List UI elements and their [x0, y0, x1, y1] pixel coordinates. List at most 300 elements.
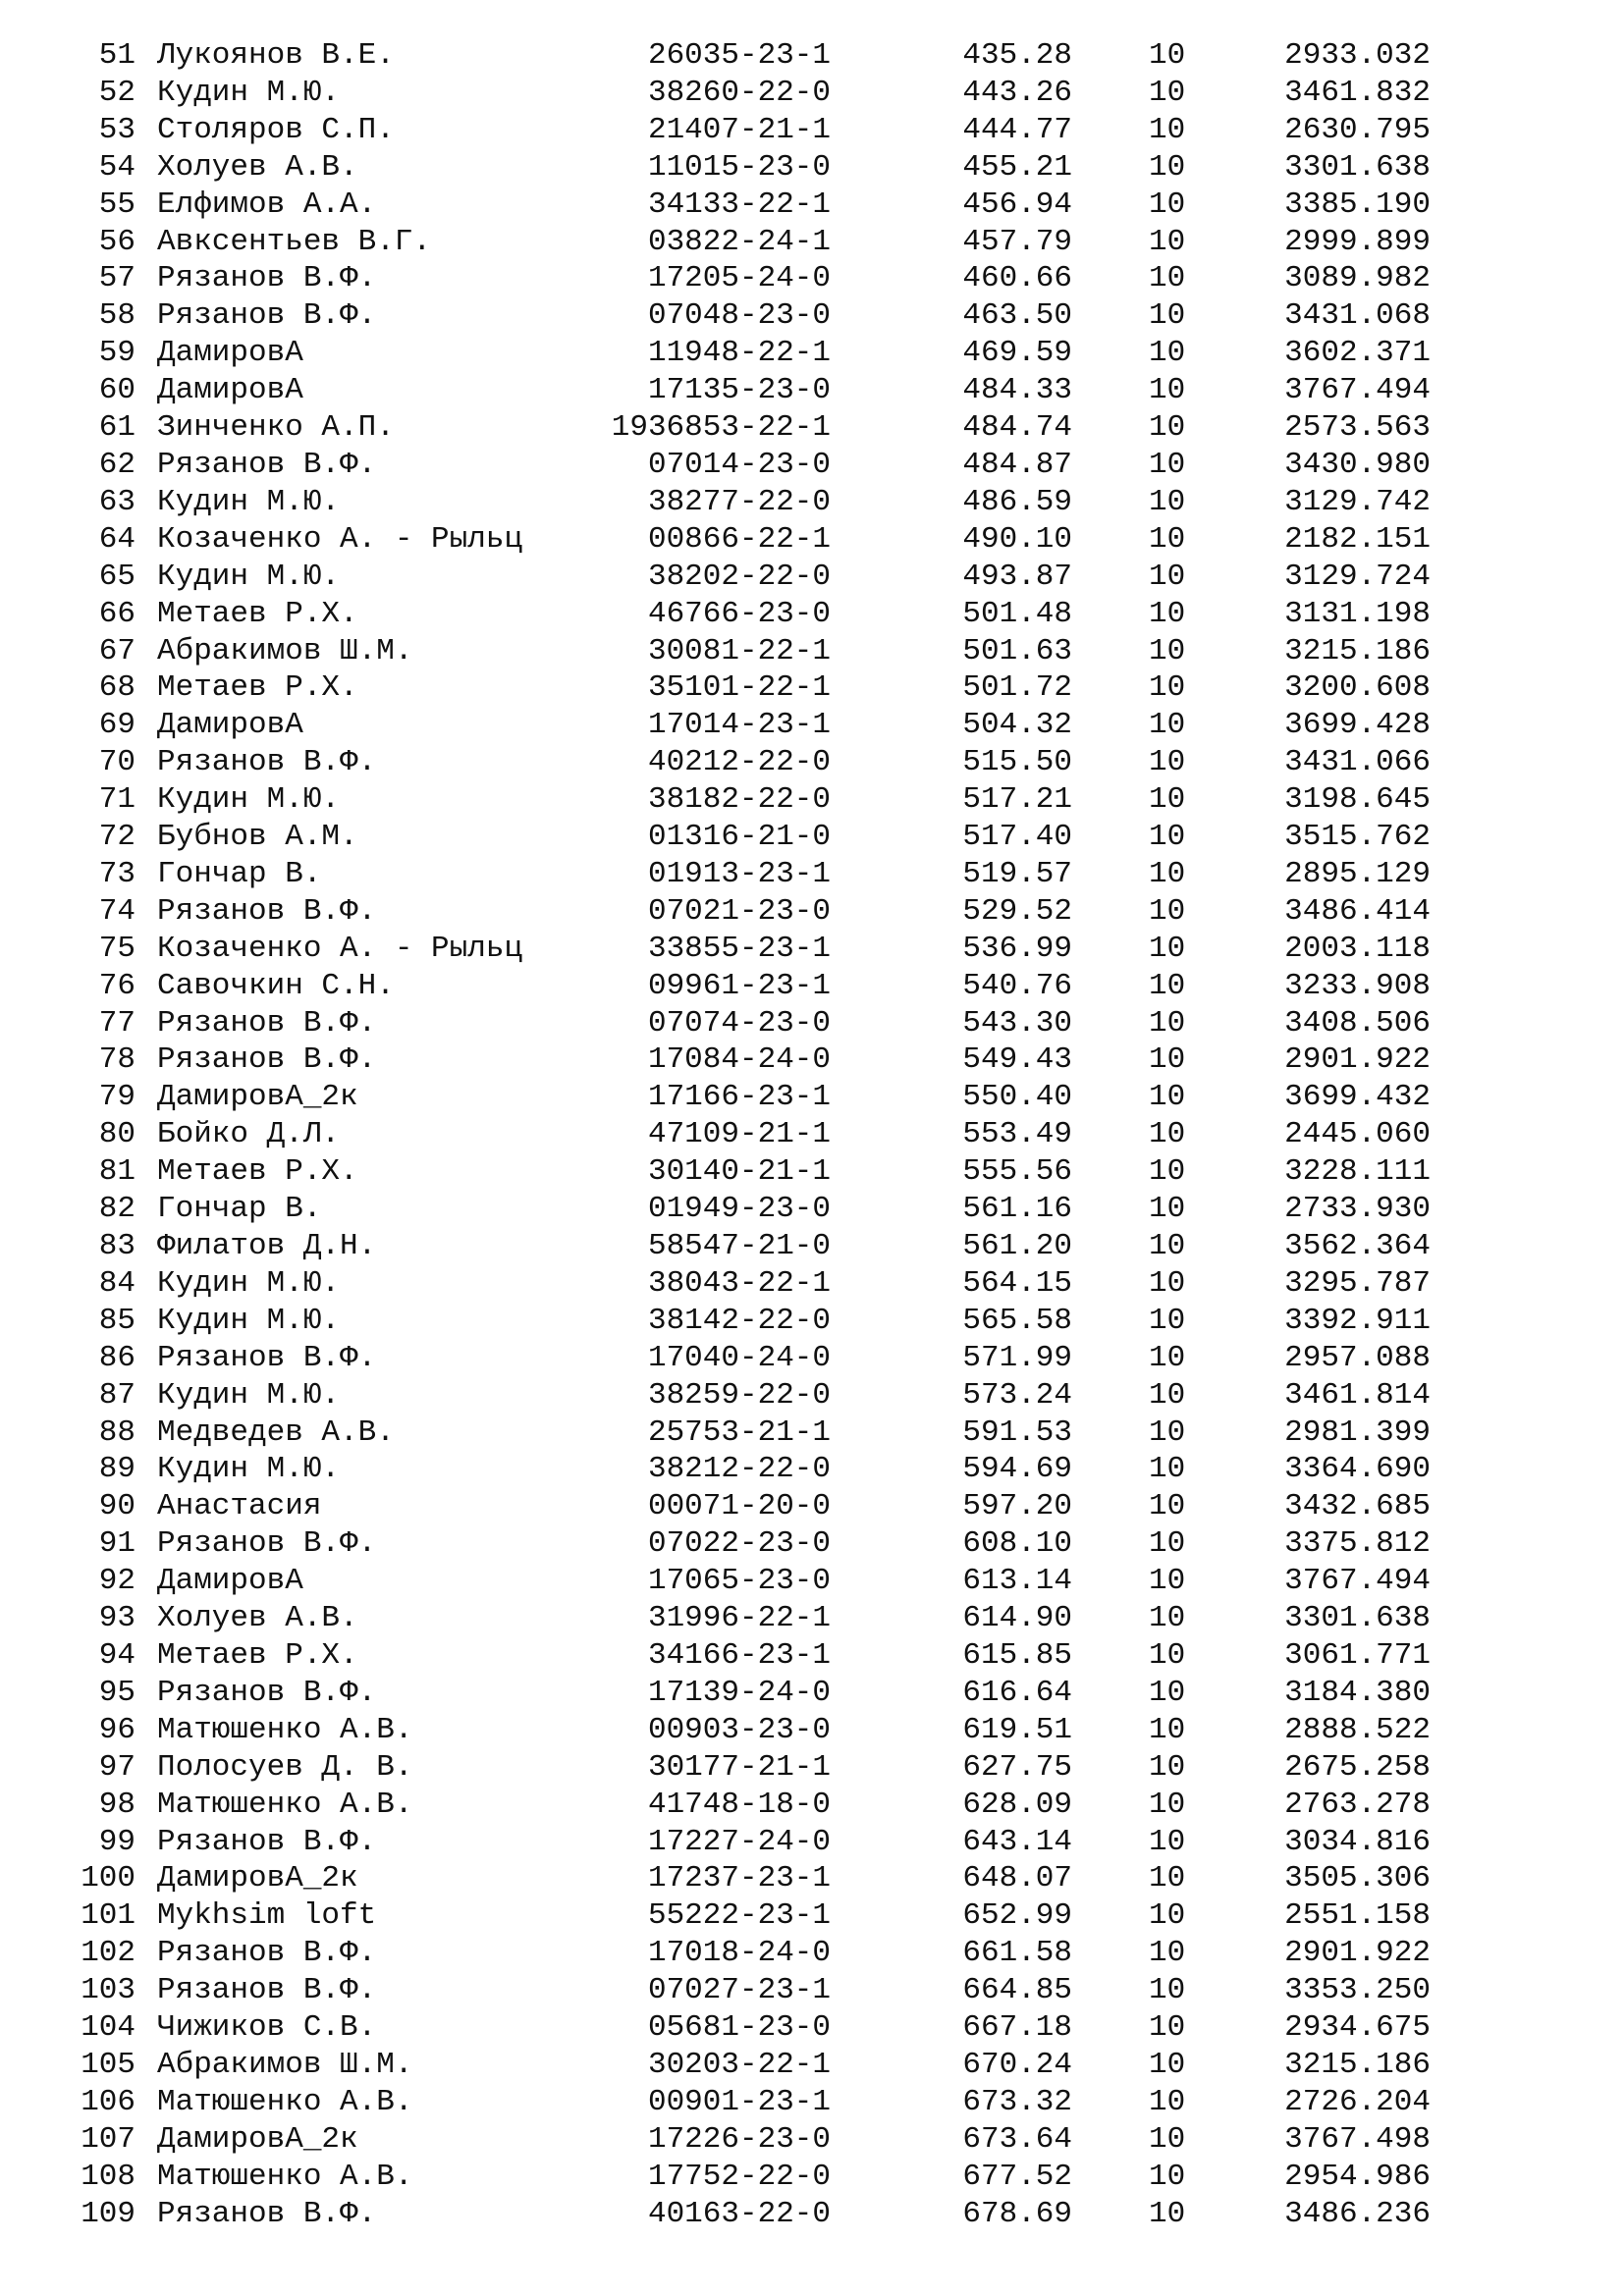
result-value: 561.16	[962, 1192, 1072, 1227]
count-value: 10	[1149, 447, 1186, 482]
count-value: 10	[1149, 1377, 1186, 1413]
table-row	[0, 1675, 1624, 1712]
table-row	[0, 2159, 1624, 2196]
count-value: 10	[1149, 782, 1186, 818]
entry-code: 00901-23-1	[647, 2084, 831, 2119]
table-row	[0, 409, 1624, 447]
row-number: 56	[98, 224, 135, 259]
result-value: 517.21	[962, 782, 1072, 818]
entry-code: 47109-21-1	[647, 1117, 831, 1152]
total-value: 2726.204	[1284, 2084, 1431, 2119]
table-row	[0, 856, 1624, 893]
count-value: 10	[1149, 1526, 1186, 1562]
result-value: 484.33	[962, 373, 1072, 408]
entry-code: 17752-22-0	[647, 2159, 831, 2194]
row-number: 103	[81, 1973, 135, 2008]
row-number: 55	[98, 187, 135, 222]
total-value: 3486.236	[1284, 2196, 1431, 2231]
result-value: 670.24	[962, 2047, 1072, 2082]
table-row	[0, 968, 1624, 1005]
entry-code: 46766-23-0	[647, 596, 831, 631]
total-value: 3353.250	[1284, 1973, 1431, 2008]
result-value: 484.87	[962, 447, 1072, 482]
count-value: 10	[1149, 149, 1186, 185]
table-row	[0, 2009, 1624, 2047]
entry-code: 30203-22-1	[647, 2047, 831, 2082]
total-value: 3301.638	[1284, 1601, 1431, 1636]
table-row	[0, 1600, 1624, 1637]
result-value: 550.40	[962, 1080, 1072, 1115]
count-value: 10	[1149, 745, 1186, 780]
entry-code: 17237-23-1	[647, 1861, 831, 1896]
entry-code: 09961-23-1	[647, 968, 831, 1003]
table-row	[0, 1377, 1624, 1415]
total-value: 3233.908	[1284, 968, 1431, 1003]
result-value: 529.52	[962, 893, 1072, 929]
table-row	[0, 335, 1624, 372]
count-value: 10	[1149, 1005, 1186, 1041]
row-number: 66	[98, 596, 135, 631]
table-row	[0, 1860, 1624, 1897]
participant-name: Рязанов В.Ф.	[157, 298, 377, 334]
row-number: 95	[98, 1675, 135, 1710]
participant-name: Кудин М.Ю.	[157, 1265, 341, 1301]
result-value: 673.64	[962, 2121, 1072, 2157]
count-value: 10	[1149, 596, 1186, 631]
participant-name: Кудин М.Ю.	[157, 75, 341, 110]
table-row	[0, 1265, 1624, 1303]
participant-name: Анастасия	[157, 1489, 322, 1524]
table-row	[0, 1749, 1624, 1787]
entry-code: 30140-21-1	[647, 1154, 831, 1190]
total-value: 2182.151	[1284, 521, 1431, 557]
count-value: 10	[1149, 521, 1186, 557]
participant-name: Чижиков С.В.	[157, 2010, 377, 2046]
table-row	[0, 1191, 1624, 1228]
result-value: 493.87	[962, 559, 1072, 594]
row-number: 51	[98, 38, 135, 73]
count-value: 10	[1149, 1675, 1186, 1710]
count-value: 10	[1149, 373, 1186, 408]
total-value: 3198.645	[1284, 782, 1431, 818]
participant-name: Mykhsim loft	[157, 1898, 377, 1934]
count-value: 10	[1149, 298, 1186, 334]
total-value: 3767.494	[1284, 373, 1431, 408]
result-value: 549.43	[962, 1042, 1072, 1078]
result-value: 463.50	[962, 298, 1072, 334]
participant-name: Абракимов Ш.М.	[157, 2047, 413, 2082]
count-value: 10	[1149, 1564, 1186, 1599]
total-value: 3385.190	[1284, 187, 1431, 222]
result-value: 664.85	[962, 1973, 1072, 2008]
participant-name: Полосуев Д. В.	[157, 1749, 413, 1785]
row-number: 96	[98, 1712, 135, 1747]
table-row	[0, 1415, 1624, 1452]
table-row	[0, 112, 1624, 149]
table-row	[0, 1228, 1624, 1265]
result-value: 456.94	[962, 187, 1072, 222]
row-number: 104	[81, 2010, 135, 2046]
result-value: 469.59	[962, 336, 1072, 371]
table-row	[0, 1488, 1624, 1525]
table-row	[0, 2121, 1624, 2159]
row-number: 109	[81, 2196, 135, 2231]
table-row	[0, 1935, 1624, 1972]
entry-code: 31996-22-1	[647, 1601, 831, 1636]
count-value: 10	[1149, 2196, 1186, 2231]
count-value: 10	[1149, 708, 1186, 743]
entry-code: 1936853-22-1	[611, 410, 831, 446]
participant-name: Савочкин С.Н.	[157, 968, 395, 1003]
total-value: 3131.198	[1284, 596, 1431, 631]
result-value: 504.32	[962, 708, 1072, 743]
count-value: 10	[1149, 1824, 1186, 1859]
participant-name: Медведев А.В.	[157, 1415, 395, 1450]
participant-name: Зинченко А.П.	[157, 410, 395, 446]
total-value: 3602.371	[1284, 336, 1431, 371]
participant-name: Метаев Р.Х.	[157, 596, 358, 631]
entry-code: 34133-22-1	[647, 187, 831, 222]
entry-code: 25753-21-1	[647, 1415, 831, 1450]
result-value: 543.30	[962, 1005, 1072, 1041]
participant-name: Филатов Д.Н.	[157, 1229, 377, 1263]
result-value: 677.52	[962, 2159, 1072, 2194]
entry-code: 38260-22-0	[647, 75, 831, 110]
row-number: 72	[98, 820, 135, 855]
participant-name: Кудин М.Ю.	[157, 484, 341, 519]
result-value: 484.74	[962, 410, 1072, 446]
participant-name: ДамировА_2к	[157, 2121, 358, 2157]
row-number: 68	[98, 670, 135, 706]
result-value: 444.77	[962, 112, 1072, 147]
participant-name: Рязанов В.Ф.	[157, 1824, 377, 1859]
participant-name: Рязанов В.Ф.	[157, 447, 377, 482]
participant-name: Рязанов В.Ф.	[157, 1005, 377, 1041]
result-value: 628.09	[962, 1787, 1072, 1822]
total-value: 3505.306	[1284, 1861, 1431, 1896]
count-value: 10	[1149, 187, 1186, 222]
row-number: 82	[98, 1192, 135, 1227]
entry-code: 07074-23-0	[647, 1005, 831, 1041]
entry-code: 26035-23-1	[647, 38, 831, 73]
table-row	[0, 633, 1624, 670]
count-value: 10	[1149, 1080, 1186, 1115]
row-number: 61	[98, 410, 135, 446]
total-value: 3375.812	[1284, 1526, 1431, 1562]
table-row	[0, 596, 1624, 633]
entry-code: 00071-20-0	[647, 1489, 831, 1524]
row-number: 94	[98, 1637, 135, 1673]
table-row	[0, 1897, 1624, 1935]
total-value: 3699.428	[1284, 708, 1431, 743]
total-value: 3699.432	[1284, 1080, 1431, 1115]
total-value: 3034.816	[1284, 1824, 1431, 1859]
entry-code: 11948-22-1	[647, 336, 831, 371]
result-value: 678.69	[962, 2196, 1072, 2231]
total-value: 3461.814	[1284, 1377, 1431, 1413]
entry-code: 00866-22-1	[647, 521, 831, 557]
count-value: 10	[1149, 1340, 1186, 1375]
count-value: 10	[1149, 1712, 1186, 1747]
result-value: 455.21	[962, 149, 1072, 185]
row-number: 107	[81, 2121, 135, 2157]
table-row	[0, 1303, 1624, 1340]
total-value: 2954.986	[1284, 2159, 1431, 2194]
row-number: 63	[98, 484, 135, 519]
row-number: 62	[98, 447, 135, 482]
total-value: 3461.832	[1284, 75, 1431, 110]
entry-code: 17227-24-0	[647, 1824, 831, 1859]
count-value: 10	[1149, 75, 1186, 110]
entry-code: 38142-22-0	[647, 1303, 831, 1338]
participant-name: Гончар В.	[157, 856, 322, 891]
participant-name: Рязанов В.Ф.	[157, 261, 377, 296]
row-number: 70	[98, 745, 135, 780]
table-row	[0, 1525, 1624, 1563]
row-number: 91	[98, 1526, 135, 1562]
table-row	[0, 372, 1624, 409]
row-number: 75	[98, 931, 135, 966]
row-number: 59	[98, 336, 135, 371]
entry-code: 17135-23-0	[647, 373, 831, 408]
total-value: 3228.111	[1284, 1154, 1431, 1190]
result-value: 555.56	[962, 1154, 1072, 1190]
entry-code: 38277-22-0	[647, 484, 831, 519]
count-value: 10	[1149, 1192, 1186, 1227]
table-row	[0, 260, 1624, 297]
entry-code: 30081-22-1	[647, 633, 831, 668]
entry-code: 40163-22-0	[647, 2196, 831, 2231]
count-value: 10	[1149, 336, 1186, 371]
table-row	[0, 893, 1624, 931]
row-number: 97	[98, 1749, 135, 1785]
entry-code: 38182-22-0	[647, 782, 831, 818]
entry-code: 01913-23-1	[647, 856, 831, 891]
count-value: 10	[1149, 1637, 1186, 1673]
total-value: 3486.414	[1284, 893, 1431, 929]
participant-name: Рязанов В.Ф.	[157, 1340, 377, 1375]
result-value: 652.99	[962, 1898, 1072, 1934]
participant-name: ДамировА	[157, 708, 303, 743]
table-row	[0, 1712, 1624, 1749]
entry-code: 55222-23-1	[647, 1898, 831, 1934]
total-value: 3364.690	[1284, 1452, 1431, 1487]
entry-code: 41748-18-0	[647, 1787, 831, 1822]
row-number: 53	[98, 112, 135, 147]
table-row	[0, 484, 1624, 521]
total-value: 3301.638	[1284, 149, 1431, 185]
entry-code: 33855-23-1	[647, 931, 831, 966]
entry-code: 38202-22-0	[647, 559, 831, 594]
result-value: 627.75	[962, 1749, 1072, 1785]
result-value: 561.20	[962, 1229, 1072, 1263]
total-value: 2981.399	[1284, 1415, 1431, 1450]
table-row	[0, 707, 1624, 744]
participant-name: Козаченко А. - Рыльц	[157, 521, 523, 557]
count-value: 10	[1149, 2047, 1186, 2082]
entry-code: 17139-24-0	[647, 1675, 831, 1710]
row-number: 80	[98, 1117, 135, 1152]
total-value: 3515.762	[1284, 820, 1431, 855]
result-value: 460.66	[962, 261, 1072, 296]
entry-code: 07027-23-1	[647, 1973, 831, 2008]
count-value: 10	[1149, 112, 1186, 147]
entry-code: 07048-23-0	[647, 298, 831, 334]
table-row	[0, 521, 1624, 559]
participant-name: Рязанов В.Ф.	[157, 2196, 377, 2231]
table-row	[0, 187, 1624, 224]
table-row	[0, 1787, 1624, 1824]
result-value: 564.15	[962, 1265, 1072, 1301]
participant-name: Рязанов В.Ф.	[157, 1042, 377, 1078]
result-value: 457.79	[962, 224, 1072, 259]
result-value: 553.49	[962, 1117, 1072, 1152]
result-value: 490.10	[962, 521, 1072, 557]
row-number: 65	[98, 559, 135, 594]
result-value: 501.63	[962, 633, 1072, 668]
count-value: 10	[1149, 1229, 1186, 1263]
row-number: 58	[98, 298, 135, 334]
participant-name: Рязанов В.Ф.	[157, 1526, 377, 1562]
result-value: 673.32	[962, 2084, 1072, 2119]
count-value: 10	[1149, 633, 1186, 668]
entry-code: 38212-22-0	[647, 1452, 831, 1487]
count-value: 10	[1149, 1749, 1186, 1785]
participant-name: Матюшенко А.В.	[157, 1787, 413, 1822]
total-value: 2733.930	[1284, 1192, 1431, 1227]
participant-name: Гончар В.	[157, 1192, 322, 1227]
result-value: 597.20	[962, 1489, 1072, 1524]
participant-name: Холуев А.В.	[157, 1601, 358, 1636]
total-value: 2003.118	[1284, 931, 1431, 966]
result-value: 616.64	[962, 1675, 1072, 1710]
result-value: 435.28	[962, 38, 1072, 73]
result-value: 591.53	[962, 1415, 1072, 1450]
total-value: 2895.129	[1284, 856, 1431, 891]
total-value: 3089.982	[1284, 261, 1431, 296]
participant-name: Абракимов Ш.М.	[157, 633, 413, 668]
total-value: 3215.186	[1284, 2047, 1431, 2082]
total-value: 2888.522	[1284, 1712, 1431, 1747]
entry-code: 17205-24-0	[647, 261, 831, 296]
total-value: 3200.608	[1284, 670, 1431, 706]
result-value: 615.85	[962, 1637, 1072, 1673]
table-row	[0, 75, 1624, 112]
total-value: 3061.771	[1284, 1637, 1431, 1673]
table-row	[0, 224, 1624, 261]
count-value: 10	[1149, 1973, 1186, 2008]
count-value: 10	[1149, 893, 1186, 929]
entry-code: 21407-21-1	[647, 112, 831, 147]
row-number: 100	[81, 1861, 135, 1896]
result-value: 614.90	[962, 1601, 1072, 1636]
count-value: 10	[1149, 1898, 1186, 1934]
count-value: 10	[1149, 1042, 1186, 1078]
total-value: 2957.088	[1284, 1340, 1431, 1375]
participant-name: ДамировА_2к	[157, 1861, 358, 1896]
table-row	[0, 819, 1624, 856]
entry-code: 38259-22-0	[647, 1377, 831, 1413]
result-value: 536.99	[962, 931, 1072, 966]
row-number: 105	[81, 2047, 135, 2082]
participant-name: Холуев А.В.	[157, 149, 358, 185]
result-value: 661.58	[962, 1936, 1072, 1971]
row-number: 81	[98, 1154, 135, 1190]
result-value: 619.51	[962, 1712, 1072, 1747]
table-row	[0, 447, 1624, 484]
total-value: 3767.494	[1284, 1564, 1431, 1599]
row-number: 83	[98, 1229, 135, 1263]
count-value: 10	[1149, 670, 1186, 706]
participant-name: Авксентьев В.Г.	[157, 224, 432, 259]
table-row	[0, 2084, 1624, 2121]
total-value: 2933.032	[1284, 38, 1431, 73]
row-number: 78	[98, 1042, 135, 1078]
total-value: 3432.685	[1284, 1489, 1431, 1524]
participant-name: Метаев Р.Х.	[157, 1154, 358, 1190]
entry-code: 17084-24-0	[647, 1042, 831, 1078]
entry-code: 34166-23-1	[647, 1637, 831, 1673]
total-value: 2934.675	[1284, 2010, 1431, 2046]
table-row	[0, 1972, 1624, 2009]
entry-code: 01316-21-0	[647, 820, 831, 855]
count-value: 10	[1149, 2159, 1186, 2194]
row-number: 79	[98, 1080, 135, 1115]
entry-code: 07022-23-0	[647, 1526, 831, 1562]
count-value: 10	[1149, 2121, 1186, 2157]
total-value: 2675.258	[1284, 1749, 1431, 1785]
row-number: 87	[98, 1377, 135, 1413]
total-value: 2763.278	[1284, 1787, 1431, 1822]
result-value: 517.40	[962, 820, 1072, 855]
count-value: 10	[1149, 224, 1186, 259]
participant-name: Кудин М.Ю.	[157, 782, 341, 818]
row-number: 90	[98, 1489, 135, 1524]
participant-name: Рязанов В.Ф.	[157, 1675, 377, 1710]
participant-name: Кудин М.Ю.	[157, 559, 341, 594]
count-value: 10	[1149, 931, 1186, 966]
total-value: 3408.506	[1284, 1005, 1431, 1041]
table-row	[0, 1116, 1624, 1153]
participant-name: Рязанов В.Ф.	[157, 745, 377, 780]
row-number: 77	[98, 1005, 135, 1041]
table-row	[0, 1041, 1624, 1079]
table-row	[0, 2196, 1624, 2233]
row-number: 64	[98, 521, 135, 557]
entry-code: 17166-23-1	[647, 1080, 831, 1115]
count-value: 10	[1149, 2010, 1186, 2046]
participant-name: ДамировА	[157, 336, 303, 371]
total-value: 2551.158	[1284, 1898, 1431, 1934]
participant-name: Рязанов В.Ф.	[157, 1973, 377, 2008]
count-value: 10	[1149, 820, 1186, 855]
entry-code: 05681-23-0	[647, 2010, 831, 2046]
result-value: 643.14	[962, 1824, 1072, 1859]
table-row	[0, 781, 1624, 819]
table-row	[0, 1637, 1624, 1675]
row-number: 101	[81, 1898, 135, 1934]
result-value: 519.57	[962, 856, 1072, 891]
row-number: 88	[98, 1415, 135, 1450]
total-value: 2901.922	[1284, 1042, 1431, 1078]
entry-code: 00903-23-0	[647, 1712, 831, 1747]
row-number: 84	[98, 1265, 135, 1301]
row-number: 52	[98, 75, 135, 110]
count-value: 10	[1149, 1936, 1186, 1971]
result-value: 608.10	[962, 1526, 1072, 1562]
entry-code: 07021-23-0	[647, 893, 831, 929]
total-value: 2901.922	[1284, 1936, 1431, 1971]
